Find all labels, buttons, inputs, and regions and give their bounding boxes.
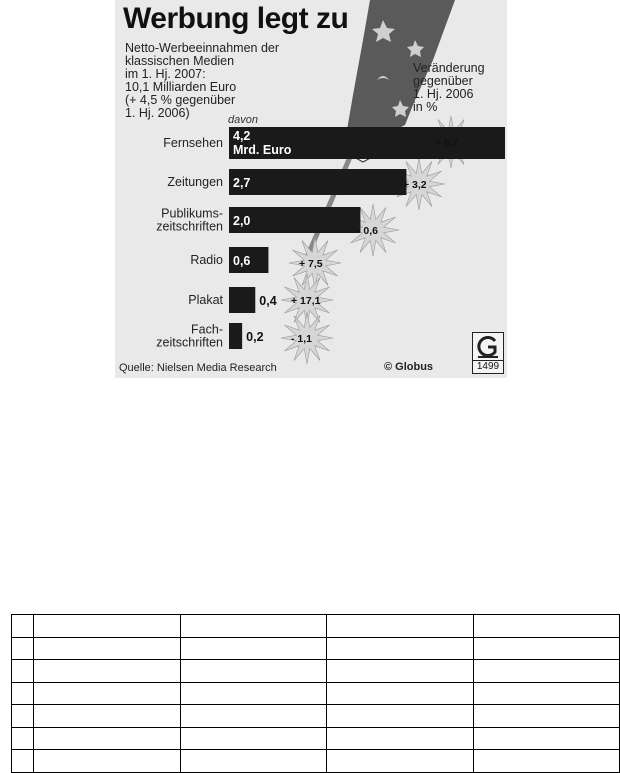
chart-subtitle xyxy=(125,42,325,120)
change-label: + 17,1 xyxy=(291,295,321,307)
table-cell[interactable] xyxy=(327,705,474,728)
category-label: zeitschriften xyxy=(156,219,223,234)
table-cell[interactable] xyxy=(34,750,181,773)
table-cell[interactable] xyxy=(34,660,181,683)
table-cell[interactable] xyxy=(12,660,34,683)
change-header-line: Veränderung xyxy=(413,61,485,75)
table-cell[interactable] xyxy=(473,727,620,750)
table-row xyxy=(12,727,620,750)
category-label: zeitschriften xyxy=(156,335,223,350)
answer-table xyxy=(11,614,620,773)
table-cell[interactable] xyxy=(180,705,327,728)
globus-g-icon xyxy=(473,333,503,360)
change-header-line: 1. Hj. 2006 xyxy=(413,87,474,101)
table-cell[interactable] xyxy=(473,637,620,660)
value-label: 0,4 xyxy=(259,294,277,308)
value-label: 0,6 xyxy=(233,254,251,268)
value-label: 2,0 xyxy=(233,214,251,228)
change-label: + 3,2 xyxy=(403,179,427,191)
table-cell[interactable] xyxy=(473,660,620,683)
table-cell[interactable] xyxy=(180,682,327,705)
change-header-line: in % xyxy=(413,100,438,114)
chart-title: Werbung legt zu xyxy=(123,2,349,35)
category-label: Zeitungen xyxy=(167,175,223,189)
table-cell[interactable] xyxy=(180,615,327,638)
table-cell[interactable] xyxy=(327,750,474,773)
change-header xyxy=(413,62,503,114)
table-cell[interactable] xyxy=(327,637,474,660)
table-cell[interactable] xyxy=(12,705,34,728)
table-cell[interactable] xyxy=(473,615,620,638)
table-cell[interactable] xyxy=(12,750,34,773)
subtitle-line: Netto-Werbeeinnahmen der xyxy=(125,41,280,55)
table-cell[interactable] xyxy=(180,750,327,773)
table-row xyxy=(12,660,620,683)
category-label: Fach- xyxy=(191,322,223,337)
category-label: Fernsehen xyxy=(163,136,223,150)
table-cell[interactable] xyxy=(34,727,181,750)
subtitle-line: 1. Hj. 2006) xyxy=(125,106,190,120)
table-cell[interactable] xyxy=(327,727,474,750)
value-label: 0,2 xyxy=(246,330,264,344)
table-cell[interactable] xyxy=(12,727,34,750)
table-cell[interactable] xyxy=(327,682,474,705)
change-label: - 1,1 xyxy=(291,333,313,345)
subtitle-line: (+ 4,5 % gegenüber xyxy=(125,93,236,107)
brand-credit: © Globus xyxy=(384,361,434,373)
value-label: 2,7 xyxy=(233,176,251,190)
change-header-line: gegenüber xyxy=(413,74,473,88)
table-cell[interactable] xyxy=(34,615,181,638)
table-cell[interactable] xyxy=(12,682,34,705)
table-cell[interactable] xyxy=(180,637,327,660)
table-cell[interactable] xyxy=(12,637,34,660)
bar xyxy=(229,287,255,313)
change-label: + 6,7 xyxy=(435,137,459,149)
subtitle-line: im 1. Hj. 2007: xyxy=(125,67,206,81)
table-row xyxy=(12,615,620,638)
table-cell[interactable] xyxy=(473,750,620,773)
bar xyxy=(229,323,242,349)
table-cell[interactable] xyxy=(180,660,327,683)
table-row xyxy=(12,750,620,773)
davon-label: davon xyxy=(228,114,258,126)
table-row xyxy=(12,682,620,705)
source-note: Quelle: Nielsen Media Research xyxy=(119,362,277,374)
value-label: 4,2 xyxy=(233,129,251,143)
value-unit-label: Mrd. Euro xyxy=(233,143,292,157)
globus-logo xyxy=(472,332,504,374)
table-cell[interactable] xyxy=(34,637,181,660)
category-labels xyxy=(156,136,223,350)
subtitle-line: klassischen Medien xyxy=(125,54,235,68)
category-label: Publikums- xyxy=(161,206,223,221)
table-row xyxy=(12,637,620,660)
table-row xyxy=(12,705,620,728)
table-cell[interactable] xyxy=(473,705,620,728)
table-cell[interactable] xyxy=(327,615,474,638)
bar xyxy=(229,169,406,195)
change-label: + 7,5 xyxy=(299,258,323,270)
infographic xyxy=(115,0,507,378)
graphic-number: 1499 xyxy=(473,360,503,373)
table-cell[interactable] xyxy=(327,660,474,683)
table-cell[interactable] xyxy=(12,615,34,638)
category-label: Radio xyxy=(190,253,223,267)
category-label: Plakat xyxy=(188,293,223,307)
table-cell[interactable] xyxy=(34,682,181,705)
table-cell[interactable] xyxy=(180,727,327,750)
table-cell[interactable] xyxy=(34,705,181,728)
subtitle-line: 10,1 Milliarden Euro xyxy=(125,80,237,94)
change-label: - 0,6 xyxy=(357,225,379,237)
table-cell[interactable] xyxy=(473,682,620,705)
